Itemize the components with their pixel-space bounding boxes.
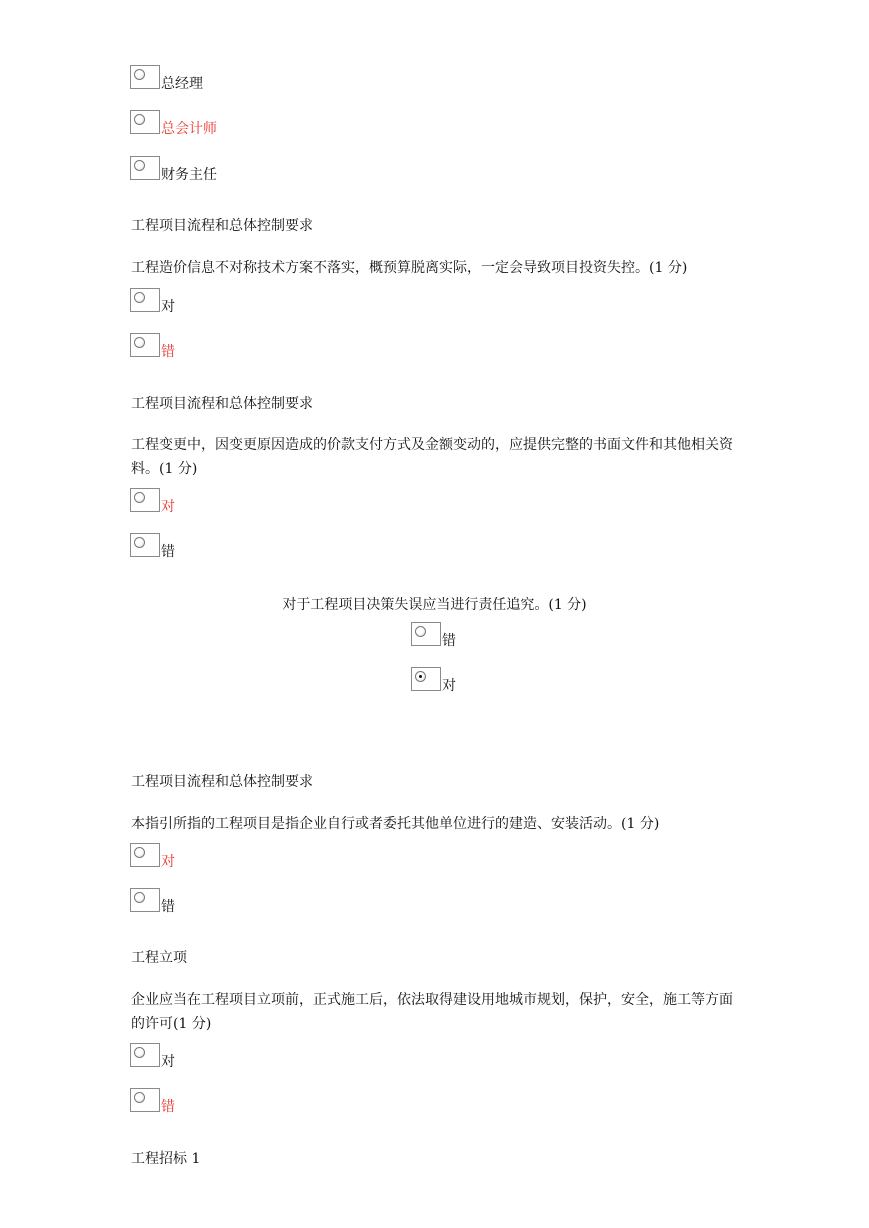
question-text: 企业应当在工程项目立项前，正式施工后，依法取得建设用地城市规划，保护，安全，施工等方面的许可(1 分) <box>131 992 733 1032</box>
section-heading: 工程项目流程和总体控制要求 <box>131 396 313 412</box>
option-label: 对 <box>161 1054 175 1070</box>
option-label: 错 <box>161 899 175 915</box>
option-label: 错 <box>442 633 456 649</box>
radio-circle-icon <box>134 1047 145 1058</box>
option-label: 对 <box>161 854 175 870</box>
question-text: 工程造价信息不对称技术方案不落实，概预算脱离实际，一定会导致项目投资失控。(1 分) <box>131 260 688 276</box>
radio-button[interactable] <box>130 488 160 512</box>
question-text: 工程变更中，因变更原因造成的价款支付方式及金额变动的，应提供完整的书面文件和其他相关资料。(1 分) <box>131 437 733 477</box>
question-text: 对于工程项目决策失误应当进行责任追究。(1 分) <box>282 597 587 613</box>
option-label: 对 <box>161 299 175 315</box>
radio-circle-icon <box>134 892 145 903</box>
option-label: 财务主任 <box>161 167 217 183</box>
option-label: 对 <box>442 678 456 694</box>
radio-circle-icon <box>134 537 145 548</box>
section-heading: 工程立项 <box>131 950 187 966</box>
radio-button[interactable] <box>130 843 160 867</box>
radio-circle-icon <box>134 292 145 303</box>
radio-circle-icon <box>134 1092 145 1103</box>
option-label: 总经理 <box>161 76 203 92</box>
radio-circle-icon <box>134 114 145 125</box>
radio-circle-icon <box>134 69 145 80</box>
section-heading: 工程招标 1 <box>131 1151 201 1167</box>
radio-button[interactable] <box>411 667 441 691</box>
radio-button[interactable] <box>130 333 160 357</box>
question-text: 本指引所指的工程项目是指企业自行或者委托其他单位进行的建造、安装活动。(1 分) <box>131 816 660 832</box>
radio-button[interactable] <box>130 288 160 312</box>
radio-button[interactable] <box>130 65 160 89</box>
radio-button[interactable] <box>411 622 441 646</box>
option-label: 错 <box>161 544 175 560</box>
option-label: 对 <box>161 499 175 515</box>
radio-button[interactable] <box>130 533 160 557</box>
option-label: 错 <box>161 344 175 360</box>
radio-circle-icon <box>134 492 145 503</box>
radio-circle-icon <box>134 847 145 858</box>
section-heading: 工程项目流程和总体控制要求 <box>131 218 313 234</box>
option-label: 错 <box>161 1099 175 1115</box>
radio-circle-icon <box>134 160 145 171</box>
radio-circle-icon <box>134 337 145 348</box>
option-label: 总会计师 <box>161 121 217 137</box>
radio-button[interactable] <box>130 888 160 912</box>
radio-selected-icon <box>415 671 426 682</box>
radio-button[interactable] <box>130 1043 160 1067</box>
radio-circle-icon <box>415 626 426 637</box>
radio-button[interactable] <box>130 156 160 180</box>
radio-button[interactable] <box>130 110 160 134</box>
radio-button[interactable] <box>130 1088 160 1112</box>
section-heading: 工程项目流程和总体控制要求 <box>131 774 313 790</box>
